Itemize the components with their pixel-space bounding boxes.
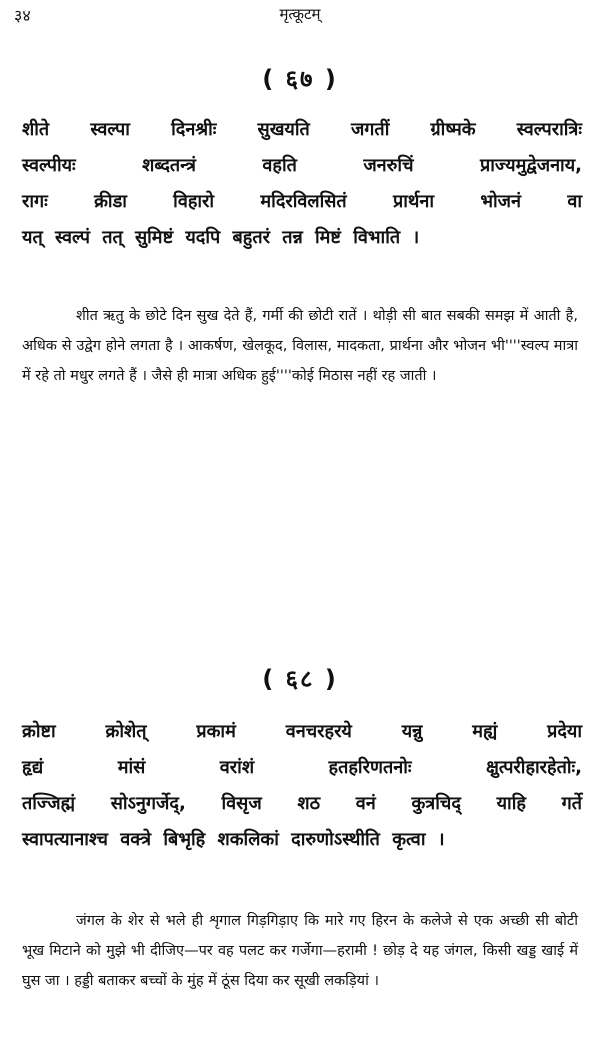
verse-line: क्रोष्टा क्रोशेत् प्रकामं वनचरहरये यन्नु मह्यं प्रदेया <box>22 721 582 742</box>
verse-text <box>22 112 582 256</box>
verse-line: यत् स्वल्पं तत् सुमिष्टं यदपि बहुतरं तन्न मिष्टं विभाति । <box>22 227 420 248</box>
verse-line: रागः क्रीडा विहारो मदिरविलसितं प्रार्थना भोजनं वा <box>22 191 582 212</box>
verse-line: स्वल्पीयः शब्दतन्त्रं वहति जनरुचिं प्राज्यमुद्वेजनाय, <box>22 155 582 176</box>
verse-line: हृद्यं मांसं वरांशं हतहरिणतनोः क्षुत्परीहारहेतोः, <box>22 757 582 778</box>
translation-paragraph <box>22 301 578 391</box>
verse-number: ( ६७ ) <box>262 65 338 93</box>
verse-line: शीते स्वल्पा दिनश्रीः सुखयति जगतीं ग्रीष्मके स्वल्परात्रिः <box>22 119 582 140</box>
page-number: ३४ <box>14 6 31 25</box>
verse-line: तज्जिह्मं सोऽनुगर्जेद्, विसृज शठ वनं कुत्रचिद् याहि गर्ते <box>22 793 582 814</box>
verse-text <box>22 714 582 858</box>
translation-paragraph <box>22 906 578 996</box>
translation-text: जंगल के शेर से भले ही शृगाल गिड़गिड़ाए कि मारे गए हिरन के कलेजे से एक अच्छी सी बोटी भूख मिटाने को मुझे भी दीजिए—पर वह पलट कर गर्जेगा—हरामी ! छोड़ दे यह जंगल, किसी खड्ड खाई में घुस जा । हड्डी बताकर बच्चों के मुंह में ठूंस दिया कर सूखी लकड़ियां । <box>22 913 578 989</box>
translation-text: शीत ऋतु के छोटे दिन सुख देते हैं, गर्मी की छोटी रातें । थोड़ी सी बात सबकी समझ में आती है, अधिक से उद्वेग होने लगता है । आकर्षण, खेलकूद, विलास, मादकता, प्रार्थना और भोजन भी''''स्वल्प मात्रा में रहे तो मधुर लगते हैं । जैसे ही मात्रा अधिक हुई''''कोई मिठास नहीं रह जाती । <box>22 308 578 384</box>
verse-number: ( ६८ ) <box>262 665 338 693</box>
running-title: मृत्कूटम् <box>279 5 321 23</box>
verse-line: स्वापत्यानाश्च वक्त्रे बिभृहि शकलिकां दारुणोऽस्थीति कृत्वा । <box>22 829 445 850</box>
